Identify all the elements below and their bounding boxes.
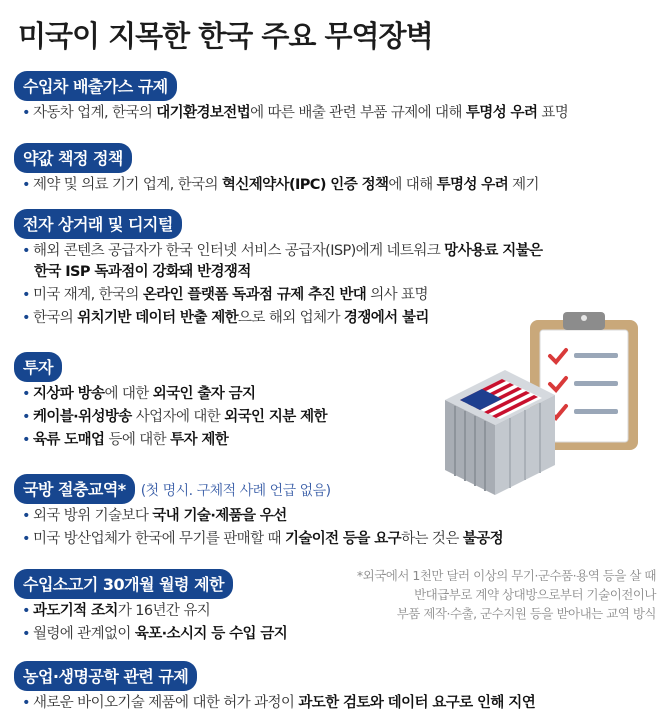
section-beef-age-limit [14, 569, 287, 645]
bullet-dot: • [22, 177, 30, 193]
shipping-container-icon [445, 370, 555, 495]
bullet-item: • 제약 및 의료 기기 업계, 한국의 혁신제약사(IPC) 인증 정책에 대해 투명성 우려 제기 [22, 177, 539, 193]
bullet-item: • 지상파 방송에 대한 외국인 출자 금지 [22, 386, 256, 402]
bullet-dot: • [22, 432, 30, 448]
bullet-dot: • [22, 310, 30, 326]
footnote-line: *외국에서 1천만 달러 이상의 무기·군수품·용역 등을 살 때 [356, 568, 656, 583]
bullet-item: • 자동차 업계, 한국의 대기환경보전법에 따른 배출 관련 부품 규제에 대해 투명성 우려 표명 [22, 105, 569, 121]
bullet-dot: • [22, 243, 30, 259]
clipboard-container-icon [430, 300, 660, 500]
footnote [318, 566, 656, 623]
section-tag: 수입소고기 30개월 월령 제한 [14, 569, 233, 599]
bullet-item: • 미국 방산업체가 한국에 무기를 판매할 때 기술이전 등을 요구하는 것은 불공정 [22, 531, 503, 547]
bullet-item: • 과도기적 조치가 16년간 유지 [22, 603, 211, 619]
bullet-item: • 케이블·위성방송 사업자에 대한 외국인 지분 제한 [22, 409, 327, 425]
section-tag: 전자 상거래 및 디지털 [14, 209, 182, 239]
bullet-item: • 미국 재계, 한국의 온라인 플랫폼 독과점 규제 추진 반대 의사 표명 [22, 287, 428, 303]
bullet-dot: • [22, 105, 30, 121]
bullet-item: • 해외 콘텐츠 공급자가 한국 인터넷 서비스 공급자(ISP)에게 네트워크 망사용료 지불은 [22, 243, 543, 259]
bullet-continuation: 한국 ISP 독과점이 강화돼 반경쟁적 [34, 264, 251, 280]
bullet-dot: • [22, 287, 30, 303]
bullet-dot: • [22, 603, 30, 619]
section-note: (첫 명시. 구체적 사례 언급 없음) [140, 483, 331, 499]
bullet-item: • 새로운 바이오기술 제품에 대한 허가 과정이 과도한 검토와 데이터 요구로 인해 지연 [22, 695, 536, 711]
bullet-item: • 육류 도매업 등에 대한 투자 제한 [22, 432, 229, 448]
trade-illustration [430, 300, 660, 500]
bullet-dot: • [22, 409, 30, 425]
section-tag: 수입차 배출가스 규제 [14, 71, 177, 101]
bullet-dot: • [22, 695, 30, 711]
section-tag: 약값 책정 정책 [14, 143, 132, 173]
section-investment [14, 352, 327, 451]
section-tag: 투자 [14, 352, 62, 382]
bullet-dot: • [22, 508, 30, 524]
section-tag: 국방 절충교역* [14, 474, 135, 504]
bullet-item: • 한국의 위치기반 데이터 반출 제한으로 해외 업체가 경쟁에서 불리 [22, 310, 429, 326]
footnote-line: 부품 제작·수출, 군수지원 등을 받아내는 교역 방식 [396, 606, 656, 621]
bullet-item: • 외국 방위 기술보다 국내 기술·제품을 우선 [22, 508, 287, 524]
bullet-item: • 월령에 관계없이 육포·소시지 등 수입 금지 [22, 626, 288, 642]
bullet-dot: • [22, 626, 30, 642]
section-agri-biotech [14, 661, 535, 714]
section-tag: 농업·생명공학 관련 규제 [14, 661, 197, 691]
bullet-dot: • [22, 386, 30, 402]
bullet-dot: • [22, 531, 30, 547]
section-import-car-emission [14, 71, 568, 124]
page-title: 미국이 지목한 한국 주요 무역장벽 [18, 19, 433, 53]
section-drug-pricing [14, 143, 539, 196]
footnote-line: 반대급부로 계약 상대방으로부터 기술이전이나 [414, 587, 656, 602]
